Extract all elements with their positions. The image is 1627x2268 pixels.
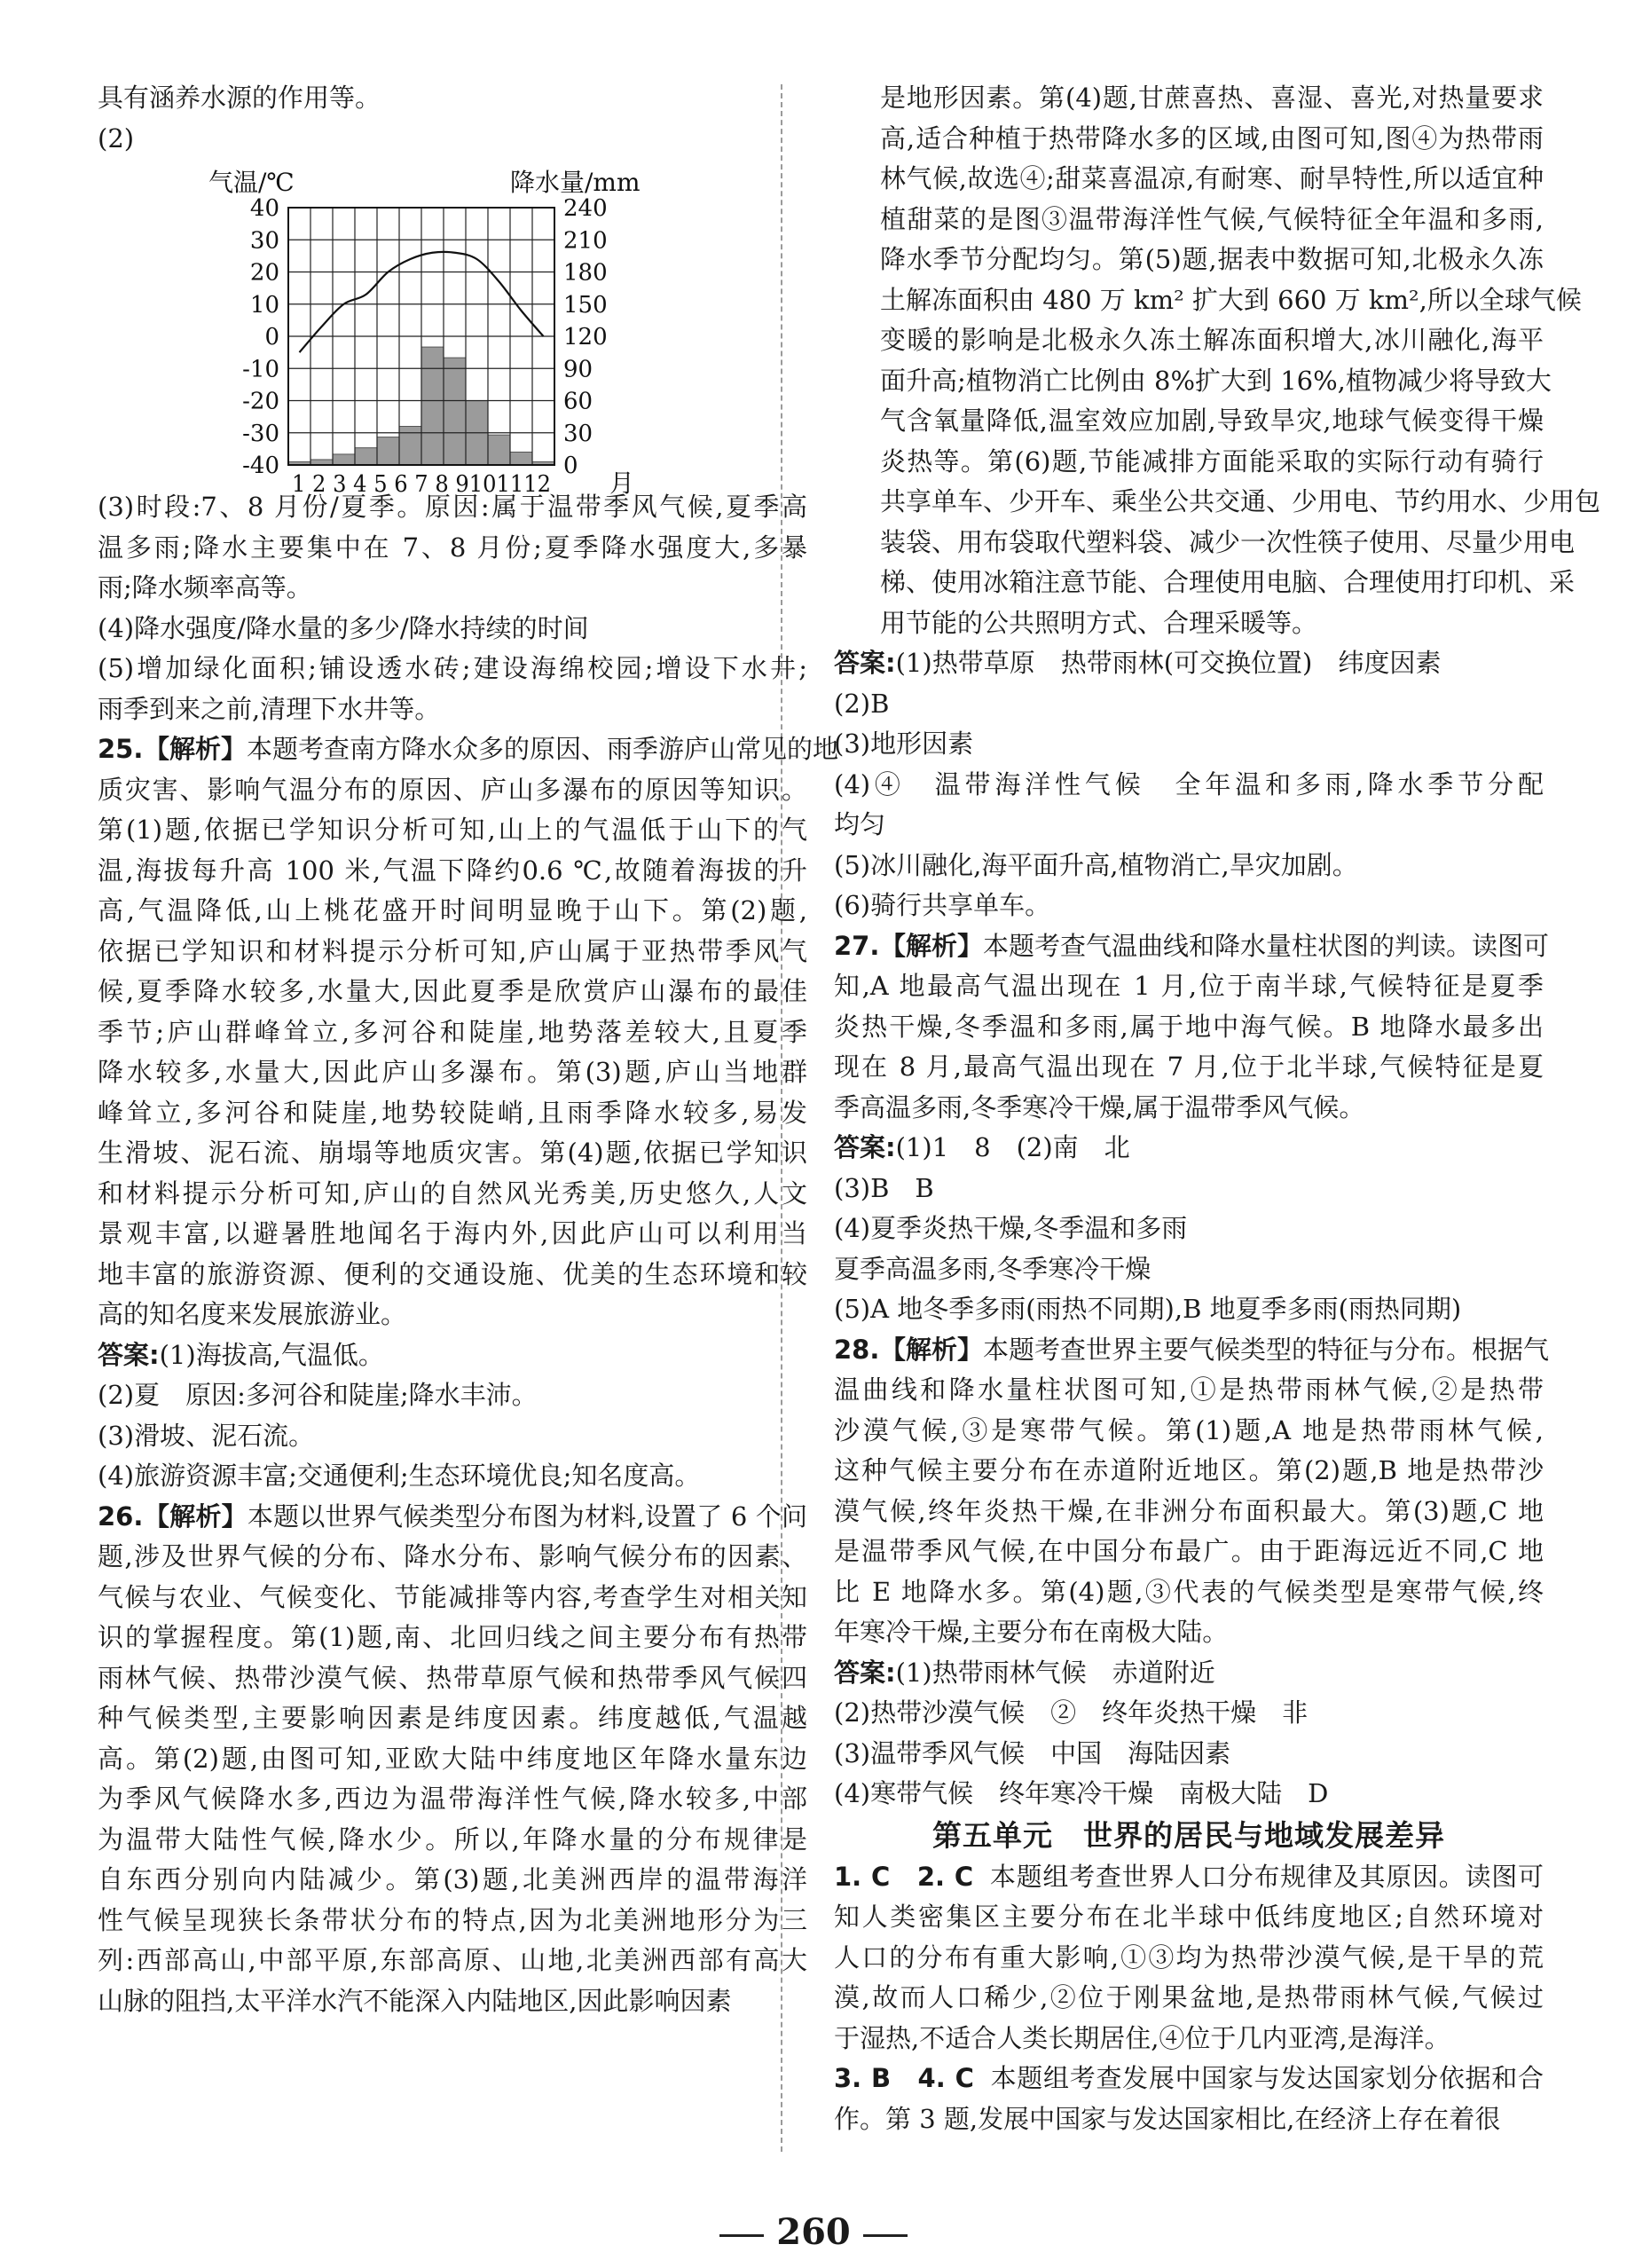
analysis-line: 知,A 地最高气温出现在 1 月,位于南半球,气候特征是夏季 [834, 971, 1544, 1001]
q28-analysis [834, 1370, 1544, 1653]
q27-number: 27. [834, 930, 880, 961]
analysis-line: 候,夏季降水较多,水量大,因此夏季是欣赏庐山瀑布的最佳 [98, 976, 807, 1006]
analysis-line: 温曲线和降水量柱状图可知,①是热带雨林气候,②是热带 [834, 1374, 1544, 1405]
analysis-line: 作。第 3 题,发展中国家与发达国家相比,在经济上存在着很 [834, 2103, 1501, 2134]
question-25-block [98, 729, 839, 1497]
q1-number: 1. C 2. C [834, 1861, 974, 1892]
answer-line: (5)冰川融化,海平面升高,植物消亡,旱灾加剧。 [834, 849, 1358, 880]
q27-answer-first-text: (1)1 8 (2)南 北 [895, 1132, 1130, 1162]
analysis-line: 梯、使用冰箱注意节能、合理使用电脑、合理使用打印机、采 [880, 567, 1576, 597]
question-1-2-block [834, 1857, 1544, 2059]
q25-answer-label: 答案: [98, 1339, 160, 1370]
analysis-line: 和材料提示分析可知,庐山的自然风光秀美,历史悠久,人文 [98, 1177, 807, 1209]
q27-first-text: 本题考查气温曲线和降水量柱状图的判读。读图可 [983, 930, 1550, 961]
precip-tick-label: 60 [563, 388, 593, 415]
analysis-line: 为季风气候降水多,西边为温带海洋性气候,降水较多,中部 [98, 1784, 807, 1814]
q25-first-line [98, 729, 839, 770]
q26-first-text: 本题以世界气候类型分布图为材料,设置了 6 个问 [247, 1500, 807, 1532]
answer-line: (4)夏季炎热干燥,冬季温和多雨 [834, 1213, 1188, 1243]
page-dash-left [719, 2234, 764, 2237]
temp-tick-label: 10 [249, 291, 279, 319]
left-column [98, 78, 839, 2021]
precip-bar-8 [444, 358, 466, 465]
q26-answer-label: 答案: [834, 648, 896, 678]
temp-tick-label: 0 [264, 324, 279, 350]
temp-tick-label: 40 [249, 195, 279, 222]
analysis-line: 变暖的影响是北极永久冻土解冻面积增大,冰川融化,海平 [880, 325, 1544, 355]
question-3-4-block [834, 2059, 1544, 2139]
page-number [0, 2211, 1627, 2253]
q27-answer-label: 答案: [834, 1132, 896, 1162]
answer-line: 夏季高温多雨,冬季寒冷干燥 [834, 1253, 1151, 1284]
analysis-line: 沙漠气候,③是寒带气候。第(1)题,A 地是热带雨林气候, [834, 1414, 1544, 1445]
temp-tick-label: 30 [249, 227, 279, 255]
q1-first-text: 本题组考查世界人口分布规律及其原因。读图可 [989, 1861, 1544, 1892]
analysis-line: 炎热干燥,冬季温和多雨,属于地中海气候。B 地降水最多出 [834, 1011, 1544, 1042]
analysis-line: 第(1)题,依据已学知识分析可知,山上的气温低于山下的气 [98, 815, 807, 845]
precip-bar-6 [399, 427, 421, 466]
q27-analysis [834, 966, 1544, 1128]
q25-answer-first [98, 1335, 807, 1376]
temp-tick-label: -20 [242, 388, 279, 415]
answer-line: 温多雨;降水主要集中在 7、8 月份;夏季降水强度大,多暴 [98, 532, 807, 563]
precip-bar-4 [355, 448, 377, 465]
precip-bar-7 [421, 347, 444, 465]
analysis-line: 列:西部高山,中部平原,东部高原、山地,北美洲西部有高大 [98, 1945, 807, 1975]
q28-answers [834, 1693, 1544, 1815]
answer-line: (2)B [834, 688, 890, 719]
q28-first-line [834, 1330, 1550, 1371]
analysis-line: 识的掌握程度。第(1)题,南、北回归线之间主要分布有热带 [98, 1622, 807, 1652]
answer-line: (4)旅游资源丰富;交通便利;生态环境优良;知名度高。 [98, 1461, 701, 1491]
q25-answers [98, 1375, 807, 1497]
q25-number: 25. [98, 734, 144, 764]
analysis-line: 用节能的公共照明方式、合理采暖等。 [880, 607, 1318, 638]
analysis-line: 共享单车、少开车、乘坐公共交通、少用电、节约用水、少用包 [880, 486, 1601, 516]
answer-q3 [98, 487, 807, 609]
analysis-line: 地丰富的旅游资源、便利的交通设施、优美的生态环境和较 [98, 1258, 807, 1289]
analysis-line: 雨林气候、热带沙漠气候、热带草原气候和热带季风气候四 [98, 1662, 807, 1693]
analysis-line: 现在 8 月,最高气温出现在 7 月,位于北半球,气候特征是夏 [834, 1051, 1544, 1082]
analysis-line: 漠,故而人口稀少,②位于刚果盆地,是热带雨林气候,气候过 [834, 1982, 1544, 2012]
q26-first-line [98, 1497, 807, 1538]
answer-line: (3)温带季风气候 中国 海陆因素 [834, 1737, 1231, 1768]
q26-analysis [98, 1537, 807, 2021]
analysis-line: 质灾害、影响气温分布的原因、庐山多瀑布的原因等知识。 [98, 774, 807, 805]
q27-tag: 【解析】 [880, 930, 984, 961]
page-dash-right [863, 2234, 908, 2237]
precip-bar-3 [333, 454, 355, 465]
q28-answer-first [834, 1653, 1544, 1694]
precip-tick-label: 30 [563, 420, 593, 447]
answer-line: (2)热带沙漠气候 ② 终年炎热干燥 非 [834, 1697, 1309, 1728]
answer-line: 雨季到来之前,清理下水井等。 [98, 693, 441, 724]
analysis-line: 年寒冷干燥,主要分布在南极大陆。 [834, 1617, 1229, 1647]
analysis-line: 自东西分别向内陆减少。第(3)题,北美洲西岸的温带海洋 [98, 1864, 807, 1894]
analysis-line: 人口的分布有重大影响,①③均为热带沙漠气候,是干旱的荒 [834, 1941, 1544, 1973]
q25-answer-first-text: (1)海拔高,气温低。 [159, 1339, 384, 1370]
intro-line: (2) [98, 122, 135, 154]
analysis-line: 季高温多雨,冬季寒冷干燥,属于温带季风气候。 [834, 1091, 1365, 1122]
page-number-text: 260 [776, 2211, 851, 2253]
analysis-line: 高,气温降低,山上桃花盛开时间明显晚于山下。第(2)题, [98, 895, 807, 925]
climate-chart-svg [98, 159, 807, 498]
answer-line: (4)④ 温带海洋性气候 全年温和多雨,降水季节分配 [834, 768, 1544, 799]
question-28-block [834, 1330, 1550, 1815]
precip-axis-title: 降水量/mm [510, 168, 641, 197]
analysis-line: 是地形因素。第(4)题,甘蔗喜热、喜湿、喜光,对热量要求 [880, 83, 1544, 113]
analysis-line: 温,海拔每升高 100 米,气温下降约0.6 ℃,故随着海拔的升 [98, 854, 807, 886]
intro-line: 具有涵养水源的作用等。 [98, 83, 381, 113]
q26-answer-4 [834, 765, 1544, 846]
analysis-line: 这种气候主要分布在赤道附近地区。第(2)题,B 地是热带沙 [834, 1455, 1544, 1485]
q28-number: 28. [834, 1334, 880, 1365]
q1-first-line [834, 1857, 1544, 1898]
analysis-line: 植甜菜的是图③温带海洋性气候,气候特征全年温和多雨, [880, 203, 1544, 234]
answer-line: 雨;降水频率高等。 [98, 572, 312, 602]
temp-tick-label: 20 [249, 259, 279, 287]
q28-answer-label: 答案: [834, 1657, 896, 1688]
q28-first-text: 本题考查世界主要气候类型的特征与分布。根据气 [983, 1334, 1550, 1365]
analysis-line: 气候与农业、气候变化、节能减排等内容,考查学生对相关知 [98, 1581, 807, 1612]
q1-analysis [834, 1897, 1544, 2059]
q26-continued [834, 78, 1601, 926]
analysis-line: 高,适合种植于热带降水多的区域,由图可知,图④为热带雨 [880, 122, 1544, 154]
precip-bar-5 [377, 437, 399, 465]
answer-line: (4)寒带气候 终年寒冷干燥 南极大陆 D [834, 1778, 1329, 1808]
analysis-line: 知人类密集区主要分布在北半球中低纬度地区;自然环境对 [834, 1902, 1544, 1932]
analysis-line: 季节;庐山群峰耸立,多河谷和陡崖,地势落差较大,且夏季 [98, 1016, 807, 1047]
analysis-line: 高。第(2)题,由图可知,亚欧大陆中纬度地区年降水量东边 [98, 1743, 807, 1774]
month-tick-labels: 1 2 3 4 5 6 7 8 9101112 [292, 471, 551, 498]
analysis-line: 于湿热,不适合人类长期居住,④位于几内亚湾,是海洋。 [834, 2022, 1450, 2053]
analysis-line: 生滑坡、泥石流、崩塌等地质灾害。第(4)题,依据已学知识 [98, 1138, 807, 1168]
answer-line: (6)骑行共享单车。 [834, 890, 1051, 920]
analysis-line: 气含氧量降低,温室效应加剧,导致旱灾,地球气候变得干燥 [880, 406, 1544, 436]
temp-tick-label: -40 [242, 453, 279, 479]
analysis-line: 炎热等。第(6)题,节能减排方面能采取的实际行动有骑行 [880, 445, 1544, 476]
analysis-line: 装袋、用布袋取代塑料袋、减少一次性筷子使用、尽量少用电 [880, 526, 1576, 557]
analysis-line: 漠气候,终年炎热干燥,在非洲分布面积最大。第(3)题,C 地 [834, 1495, 1544, 1526]
precip-tick-label: 180 [563, 259, 608, 287]
q26-number: 26. [98, 1500, 144, 1532]
analysis-line: 林气候,故选④;甜菜喜温凉,有耐寒、耐旱特性,所以适宜种 [880, 163, 1544, 193]
precip-tick-label: 150 [563, 291, 608, 319]
climate-chart [98, 159, 807, 498]
precip-bar-10 [488, 435, 510, 465]
temp-tick-label: -10 [242, 356, 279, 383]
temp-axis-title: 气温/℃ [208, 168, 295, 197]
question-27-block [834, 926, 1550, 1330]
q26-answers [834, 684, 1544, 765]
q27-answers [834, 1169, 1544, 1330]
q28-answer-first-text: (1)热带雨林气候 赤道附近 [895, 1657, 1215, 1688]
q28-tag: 【解析】 [880, 1334, 984, 1365]
answer-line: (3)时段:7、8 月份/夏季。原因:属于温带季风气候,夏季高 [98, 492, 807, 522]
answer-line: (2)夏 原因:多河谷和陡崖;降水丰沛。 [98, 1380, 538, 1410]
q3-first-line [834, 2059, 1544, 2099]
temp-tick-label: -30 [242, 420, 279, 447]
q26-answer-first-text: (1)热带草原 热带雨林(可交换位置) 纬度因素 [895, 648, 1442, 678]
analysis-line: 性气候呈现狭长条带状分布的特点,因为北美洲地形分为三 [98, 1904, 807, 1935]
q26-tag: 【解析】 [144, 1500, 248, 1532]
month-axis-title: 月 [609, 469, 635, 498]
answer-line: 均匀 [834, 809, 886, 839]
analysis-line: 为温带大陆性气候,降水少。所以,年降水量的分布规律是 [98, 1823, 807, 1855]
analysis-line: 降水季节分配均匀。第(5)题,据表中数据可知,北极永久冻 [880, 244, 1544, 274]
q27-first-line [834, 926, 1550, 967]
answer-line: (5)增加绿化面积;铺设透水砖;建设海绵校园;增设下水井; [98, 653, 807, 683]
answer-line: (3)地形因素 [834, 728, 974, 759]
analysis-line: 种气候类型,主要影响因素是纬度因素。纬度越低,气温越 [98, 1703, 807, 1733]
answer-q4 [98, 609, 807, 650]
q26-analysis-continued [880, 78, 1601, 643]
right-column [834, 78, 1601, 2139]
precip-tick-label: 0 [563, 453, 578, 479]
answer-line: (5)A 地冬季多雨(雨热不同期),B 地夏季多雨(雨热同期) [834, 1294, 1462, 1324]
precip-bar-11 [510, 453, 532, 466]
analysis-line: 高的知名度来发展旅游业。 [98, 1299, 407, 1329]
analysis-line: 土解冻面积由 480 万 km² 扩大到 660 万 km²,所以全球气候 [880, 284, 1582, 315]
analysis-line: 比 E 地降水多。第(4)题,③代表的气候类型是寒带气候,终 [834, 1576, 1544, 1607]
precip-tick-label: 90 [563, 356, 593, 383]
analysis-line: 景观丰富,以避暑胜地闻名于海内外,因此庐山可以利用当 [98, 1218, 807, 1248]
q25-first-text: 本题考查南方降水众多的原因、雨季游庐山常见的地 [247, 734, 839, 764]
answer-line: (3)B B [834, 1172, 934, 1203]
q3-number: 3. B 4. C [834, 2063, 974, 2093]
question-26-block [98, 1497, 807, 2022]
precip-tick-label: 120 [563, 324, 608, 350]
q25-tag: 【解析】 [144, 734, 248, 764]
answer-line: (4)降水强度/降水量的多少/降水持续的时间 [98, 612, 589, 643]
intro-lines [98, 78, 807, 159]
q3-analysis [834, 2099, 1544, 2140]
q26-answer-first [834, 643, 1544, 684]
q25-analysis [98, 770, 807, 1335]
q27-answer-first [834, 1128, 1544, 1169]
analysis-line: 面升高;植物消亡比例由 8%扩大到 16%,植物减少将导致大 [880, 365, 1552, 396]
unit-title: 第五单元 世界的居民与地域发展差异 [932, 1817, 1445, 1853]
q3-first-text: 本题组考查发展中国家与发达国家划分依据和合 [989, 2063, 1544, 2093]
analysis-line: 山脉的阻挡,太平洋水汽不能深入内陆地区,因此影响因素 [98, 1985, 732, 2016]
analysis-line: 是温带季风气候,在中国分布最广。由于距海远近不同,C 地 [834, 1536, 1544, 1566]
analysis-line: 峰耸立,多河谷和陡崖,地势较陡峭,且雨季降水较多,易发 [98, 1097, 807, 1128]
analysis-line: 依据已学知识和材料提示分析可知,庐山属于亚热带季风气 [98, 935, 807, 966]
q26-answers-2 [834, 846, 1544, 926]
answer-line: (3)滑坡、泥石流。 [98, 1420, 315, 1451]
precip-tick-label: 210 [563, 227, 608, 255]
precip-tick-label: 240 [563, 195, 608, 222]
answer-q5 [98, 649, 807, 729]
analysis-line: 降水较多,水量大,因此庐山多瀑布。第(3)题,庐山当地群 [98, 1057, 807, 1087]
analysis-line: 题,涉及世界气候的分布、降水分布、影响气候分布的因素、 [98, 1541, 807, 1571]
